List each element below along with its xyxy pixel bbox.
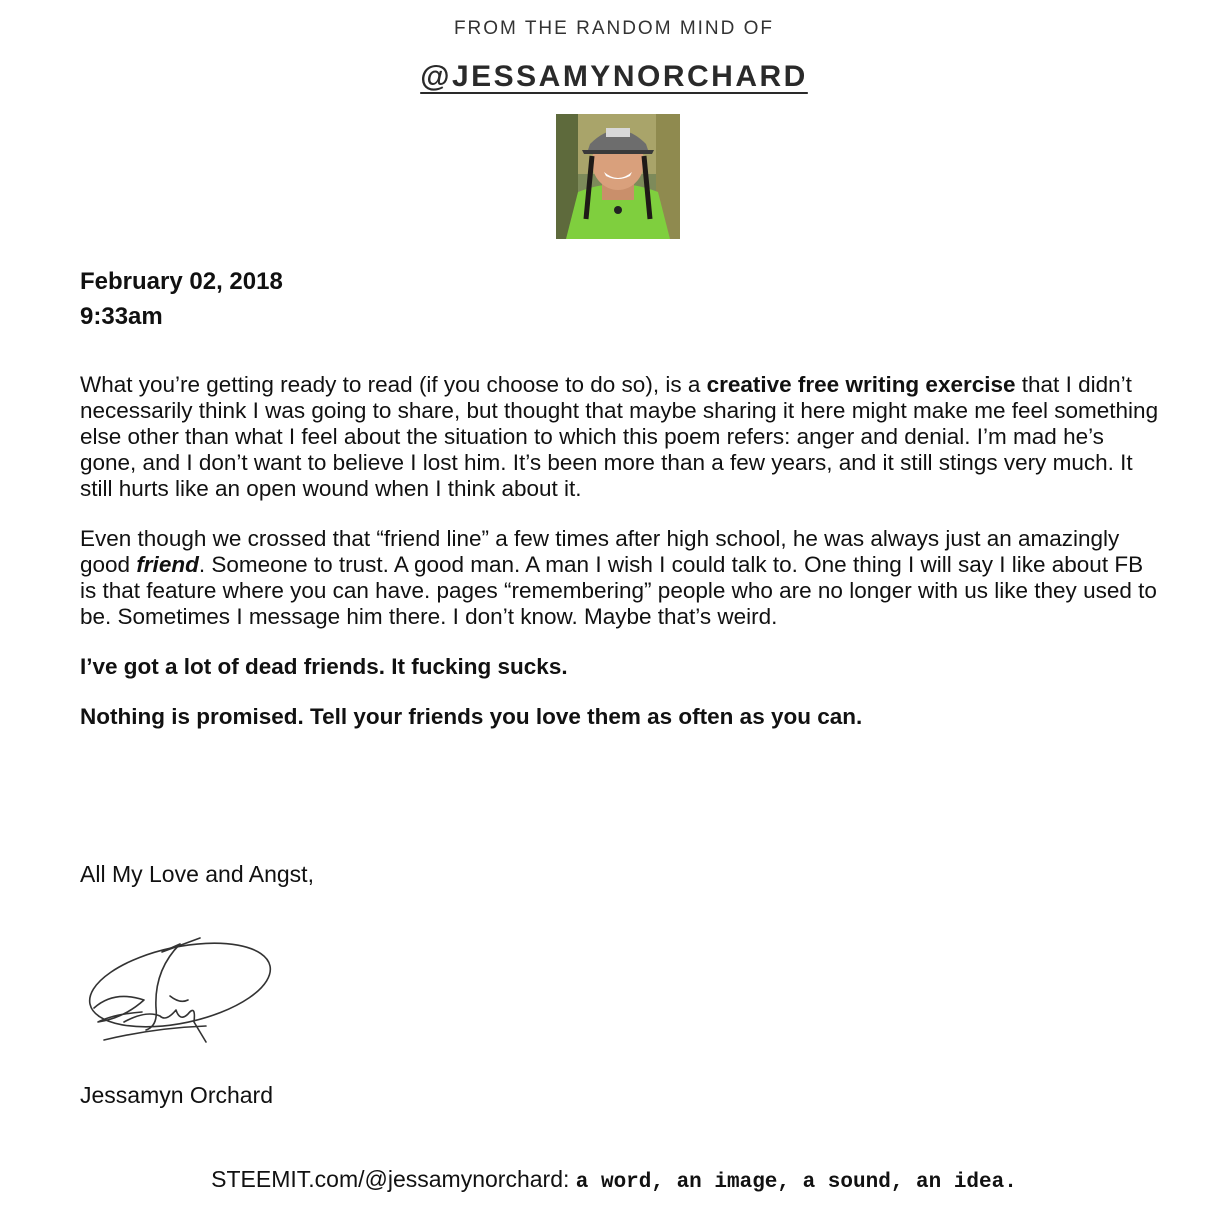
p2-text-b: . Someone to trust. A good man. A man I wish I could talk to. One thing I will say I like about FB is that feature where you can have. pages “remembering” people who are no longer with us like they used to be. Sometimes I message him there. I don’t know. Maybe that’s weird.	[80, 552, 1157, 629]
footer-credit	[0, 1166, 1228, 1194]
body-paragraph-3: I’ve got a lot of dead friends. It fucking sucks.	[80, 654, 568, 679]
handwritten-signature	[84, 930, 284, 1055]
body-paragraph-4: Nothing is promised. Tell your friends you love them as often as you can.	[80, 704, 863, 729]
author-avatar	[556, 114, 680, 239]
author-handle-text: @JESSAMYNORCHARD	[420, 60, 808, 93]
avatar-illustration	[556, 114, 680, 239]
post-body	[80, 372, 1160, 754]
p1-bold-phrase: creative free writing exercise	[706, 372, 1016, 397]
p2-text-a: Even though we crossed that “friend line” a few times after high school, he was always just an amazingly good	[80, 526, 1120, 577]
p2-emphasis: friend	[136, 552, 199, 577]
p1-text-a: What you’re getting ready to read (if you choose to do so), is a	[80, 372, 707, 397]
footer-site-link[interactable]: STEEMIT.com/@jessamynorchard:	[211, 1166, 570, 1192]
closing-salutation: All My Love and Angst,	[80, 861, 314, 887]
p1-text-b: that I didn’t necessarily think I was going to share, but thought that maybe sharing it here might make me feel something else other than what I feel about the situation to which this poem refers: anger and denial. I’m mad he’s gone, and I don’t want to believe I lost him. It’s been more than a few years, and it still stings very much. It still hurts like an open wound when I think about it.	[80, 372, 1159, 501]
author-handle-link[interactable]	[0, 60, 1228, 94]
signer-name: Jessamyn Orchard	[80, 1082, 274, 1108]
body-paragraph-1	[80, 372, 1160, 502]
body-paragraph-2	[80, 526, 1160, 630]
signature-drawing	[84, 930, 284, 1055]
post-datetime	[80, 264, 283, 334]
post-time: 9:33am	[80, 303, 163, 330]
footer-tagline: a word, an image, a sound, an idea.	[575, 1171, 1017, 1194]
post-date: February 02, 2018	[80, 268, 283, 295]
header-kicker: FROM THE RANDOM MIND OF	[453, 18, 775, 39]
